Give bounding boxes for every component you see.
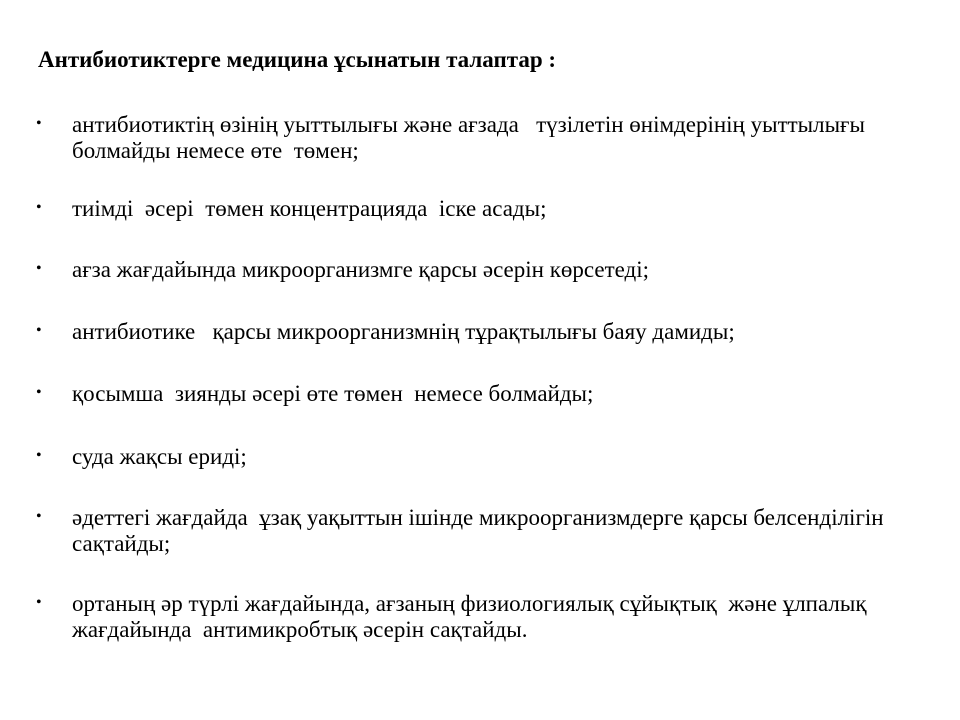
list-item-text: тиімді әсері төмен концентрацияда іске асады; <box>72 196 547 221</box>
list-item-text: ағза жағдайында микроорганизмге қарсы әсерін көрсетеді; <box>72 257 650 282</box>
bullet-icon: • <box>36 594 42 611</box>
list-item-text: ортаның әр түрлі жағдайында, ағзаның физиологиялық сұйықтық және ұлпалық жағдайында антимикробтық әсерін сақтайды. <box>72 591 873 642</box>
bullet-icon: • <box>36 447 42 464</box>
bullet-icon: • <box>36 384 42 401</box>
bullet-icon: • <box>36 260 42 277</box>
list-item-text: қосымша зиянды әсері өте төмен немесе болмайды; <box>72 381 594 406</box>
slide-heading: Антибиотиктерге медицина ұсынатын талаптар : <box>38 47 557 72</box>
bullet-icon: • <box>36 322 42 339</box>
bullet-icon: • <box>36 115 42 132</box>
bullet-icon: • <box>36 199 42 216</box>
bullet-icon: • <box>36 508 42 525</box>
list-item-text: әдеттегі жағдайда ұзақ уақыттын ішінде микроорганизмдерге қарсы белсенділігін сақтайды; <box>72 505 890 556</box>
list-item-text: суда жақсы ериді; <box>72 444 247 469</box>
list-item-text: антибиотике қарсы микроорганизмнің тұрақтылығы баяу дамиды; <box>72 319 735 344</box>
list-item-text: антибиотиктің өзінің уыттылығы және ағзада түзілетін өнімдерінің уыттылығы болмайды немесе өте төмен; <box>72 112 871 163</box>
